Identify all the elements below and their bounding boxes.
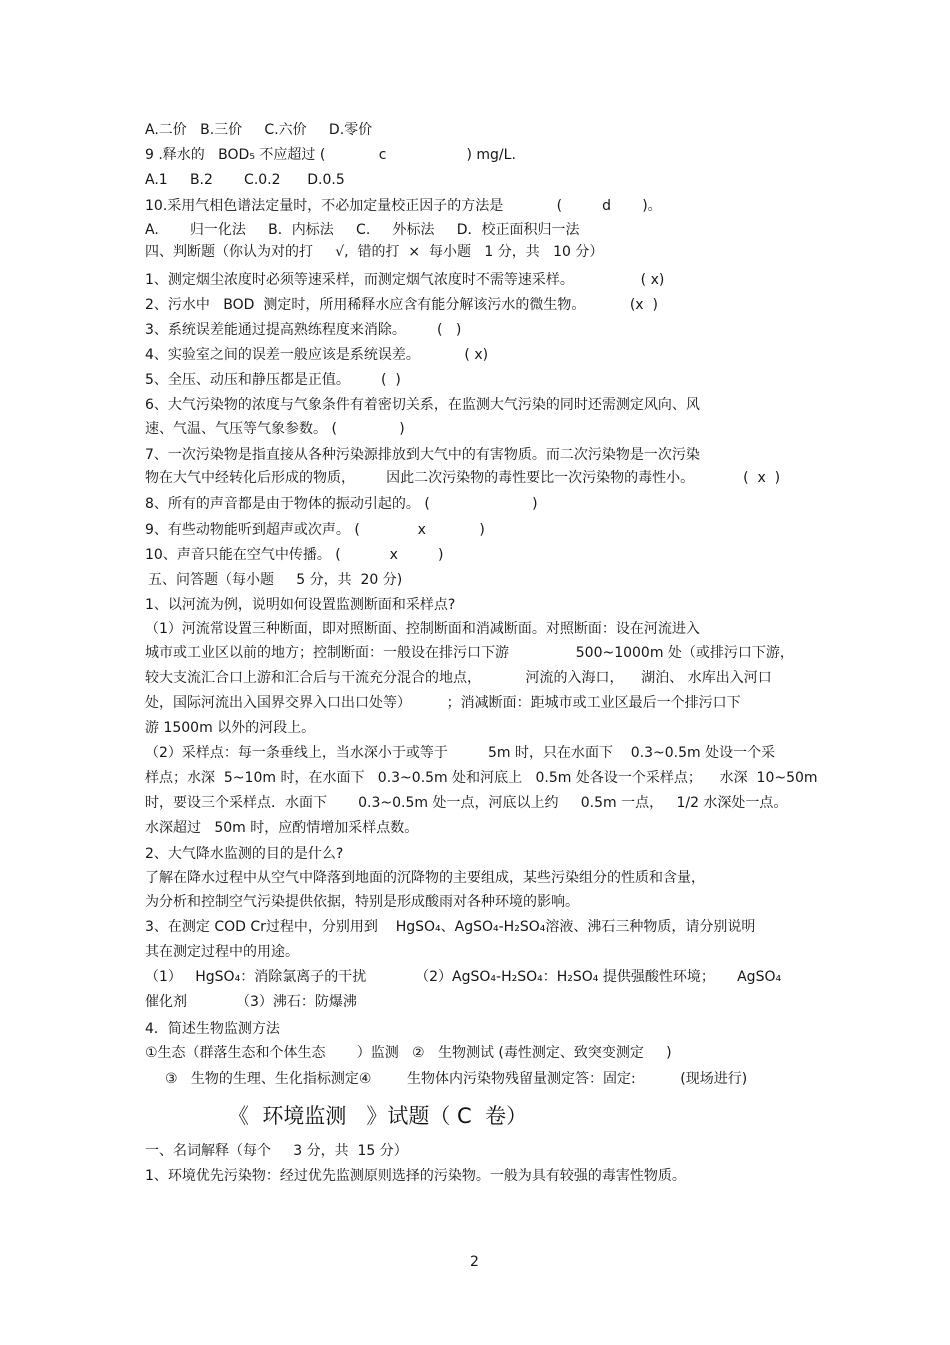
text-line: 9 .释水的 BOD₅ 不应超过 ( c ) mg/L. [145,147,516,163]
text-line: 10、声音只能在空气中传播。 ( x ) [145,547,444,563]
text-line: 1、以河流为例，说明如何设置监测断面和采样点? [145,597,456,613]
text-line: 9、有些动物能听到超声或次声。 ( x ) [145,522,485,538]
text-line: 3、系统误差能通过提高熟练程度来消除。 ( ) [145,322,462,338]
text-line: 10.采用气相色谱法定量时，不必加定量校正因子的方法是 ( d )。 [145,198,662,214]
text-line: 处，国际河流出入国界交界入口出口处等） ；消减断面：距城市或工业区最后一个排污口下 [145,695,741,711]
text-line: 速、气温、气压等气象参数。 ( ) [145,421,405,437]
text-line: ③ 生物的生理、生化指标测定④ 生物体内污染物残留量测定答：固定: (现场进行) [165,1071,748,1087]
section-heading: 一、名词解释（每个 3 分，共 15 分） [145,1143,408,1159]
text-line: 2、大气降水监测的目的是什么? [145,846,344,862]
text-line: 6、大气污染物的浓度与气象条件有着密切关系，在监测大气污染的同时还需测定风向、风 [145,397,700,413]
text-line: 3、在测定 COD Cr过程中，分别用到 HgSO₄、AgSO₄-H₂SO₄溶液、沸石三种物质，请分别说明 [145,919,756,935]
text-line: 水深超过 50m 时，应酌情增加采样点数。 [145,820,419,836]
text-line: （1）河流常设置三种断面，即对照断面、控制断面和消减断面。对照断面：设在河流进入 [145,621,700,637]
exam-title: 《 环境监测 》试题（ C 卷） [228,1104,528,1128]
text-line: A. 归一化法 B．内标法 C. 外标法 D．校正面积归一法 [145,222,580,238]
text-line: 时，要设三个采样点．水面下 0.3~0.5m 处一点，河底以上约 0.5m 一点， 1/2 水深处一点。 [145,795,788,811]
section-heading: 四、判断题（你认为对的打 √, 错的打 × 每小题 1 分，共 10 分） [145,244,604,260]
text-line: 4、实验室之间的误差一般应该是系统误差。 ( x) [145,347,489,363]
text-line: ①生态（群落生态和个体生态 ）监测 ② 生物测试 (毒性测定、致突变测定 ) [145,1045,672,1061]
text-line: （1） HgSO₄：消除氯离子的干扰 （2）AgSO₄-H₂SO₄：H₂SO₄ 提供强酸性环境； AgSO₄ [145,969,782,985]
text-line: 2、污水中 BOD 测定时，所用稀释水应含有能分解该污水的微生物。 (x ) [145,297,658,313]
text-line: 其在测定过程中的用途。 [145,944,299,960]
text-line: 8、所有的声音都是由于物体的振动引起的。 ( ) [145,496,538,512]
text-line: 4．简述生物监测方法 [145,1021,280,1037]
text-line: 游 1500m 以外的河段上。 [145,720,316,736]
text-line: 了解在降水过程中从空气中降落到地面的沉降物的主要组成，某些污染组分的性质和含量， [145,870,705,886]
text-line: 1、测定烟尘浓度时必须等速采样，而测定烟气浓度时不需等速采样。 ( x) [145,272,665,288]
text-line: 1、环境优先污染物：经过优先监测原则选择的污染物。一般为具有较强的毒害性物质。 [145,1168,686,1184]
text-line: A.二价 B.三价 C.六价 D.零价 [145,122,373,138]
text-line: 样点；水深 5~10m 时，在水面下 0.3~0.5m 处和河底上 0.5m 处各设一个采样点； 水深 10~50m [145,770,818,786]
text-line: （2）采样点：每一条垂线上，当水深小于或等于 5m 时，只在水面下 0.3~0.5m 处设一个采 [145,745,776,761]
text-line: A.1 B.2 C.0.2 D.0.5 [145,172,345,188]
text-line: 5、全压、动压和静压都是正值。 ( ) [145,372,401,388]
text-line: 城市或工业区以前的地方；控制断面：一般设在排污口下游 500~1000m 处（或排污口下游， [145,645,794,661]
text-line: 较大支流汇合口上游和汇合后与干流充分混合的地点， 河流的入海口， 湖泊、 水库出入河口 [145,670,772,686]
text-line: 物在大气中经转化后形成的物质， 因此二次污染物的毒性要比一次污染物的毒性小。 ( x ) [145,470,781,486]
section-heading: 五、问答题（每小题 5 分，共 20 分) [148,572,403,588]
text-line: 催化剂 （3）沸石：防爆沸 [145,994,357,1010]
page-number: 2 [470,1254,479,1270]
text-line: 为分析和控制空气污染提供依据，特别是形成酸雨对各种环境的影响。 [145,894,579,910]
text-line: 7、一次污染物是指直接从各种污染源排放到大气中的有害物质。而二次污染物是一次污染 [145,447,700,463]
